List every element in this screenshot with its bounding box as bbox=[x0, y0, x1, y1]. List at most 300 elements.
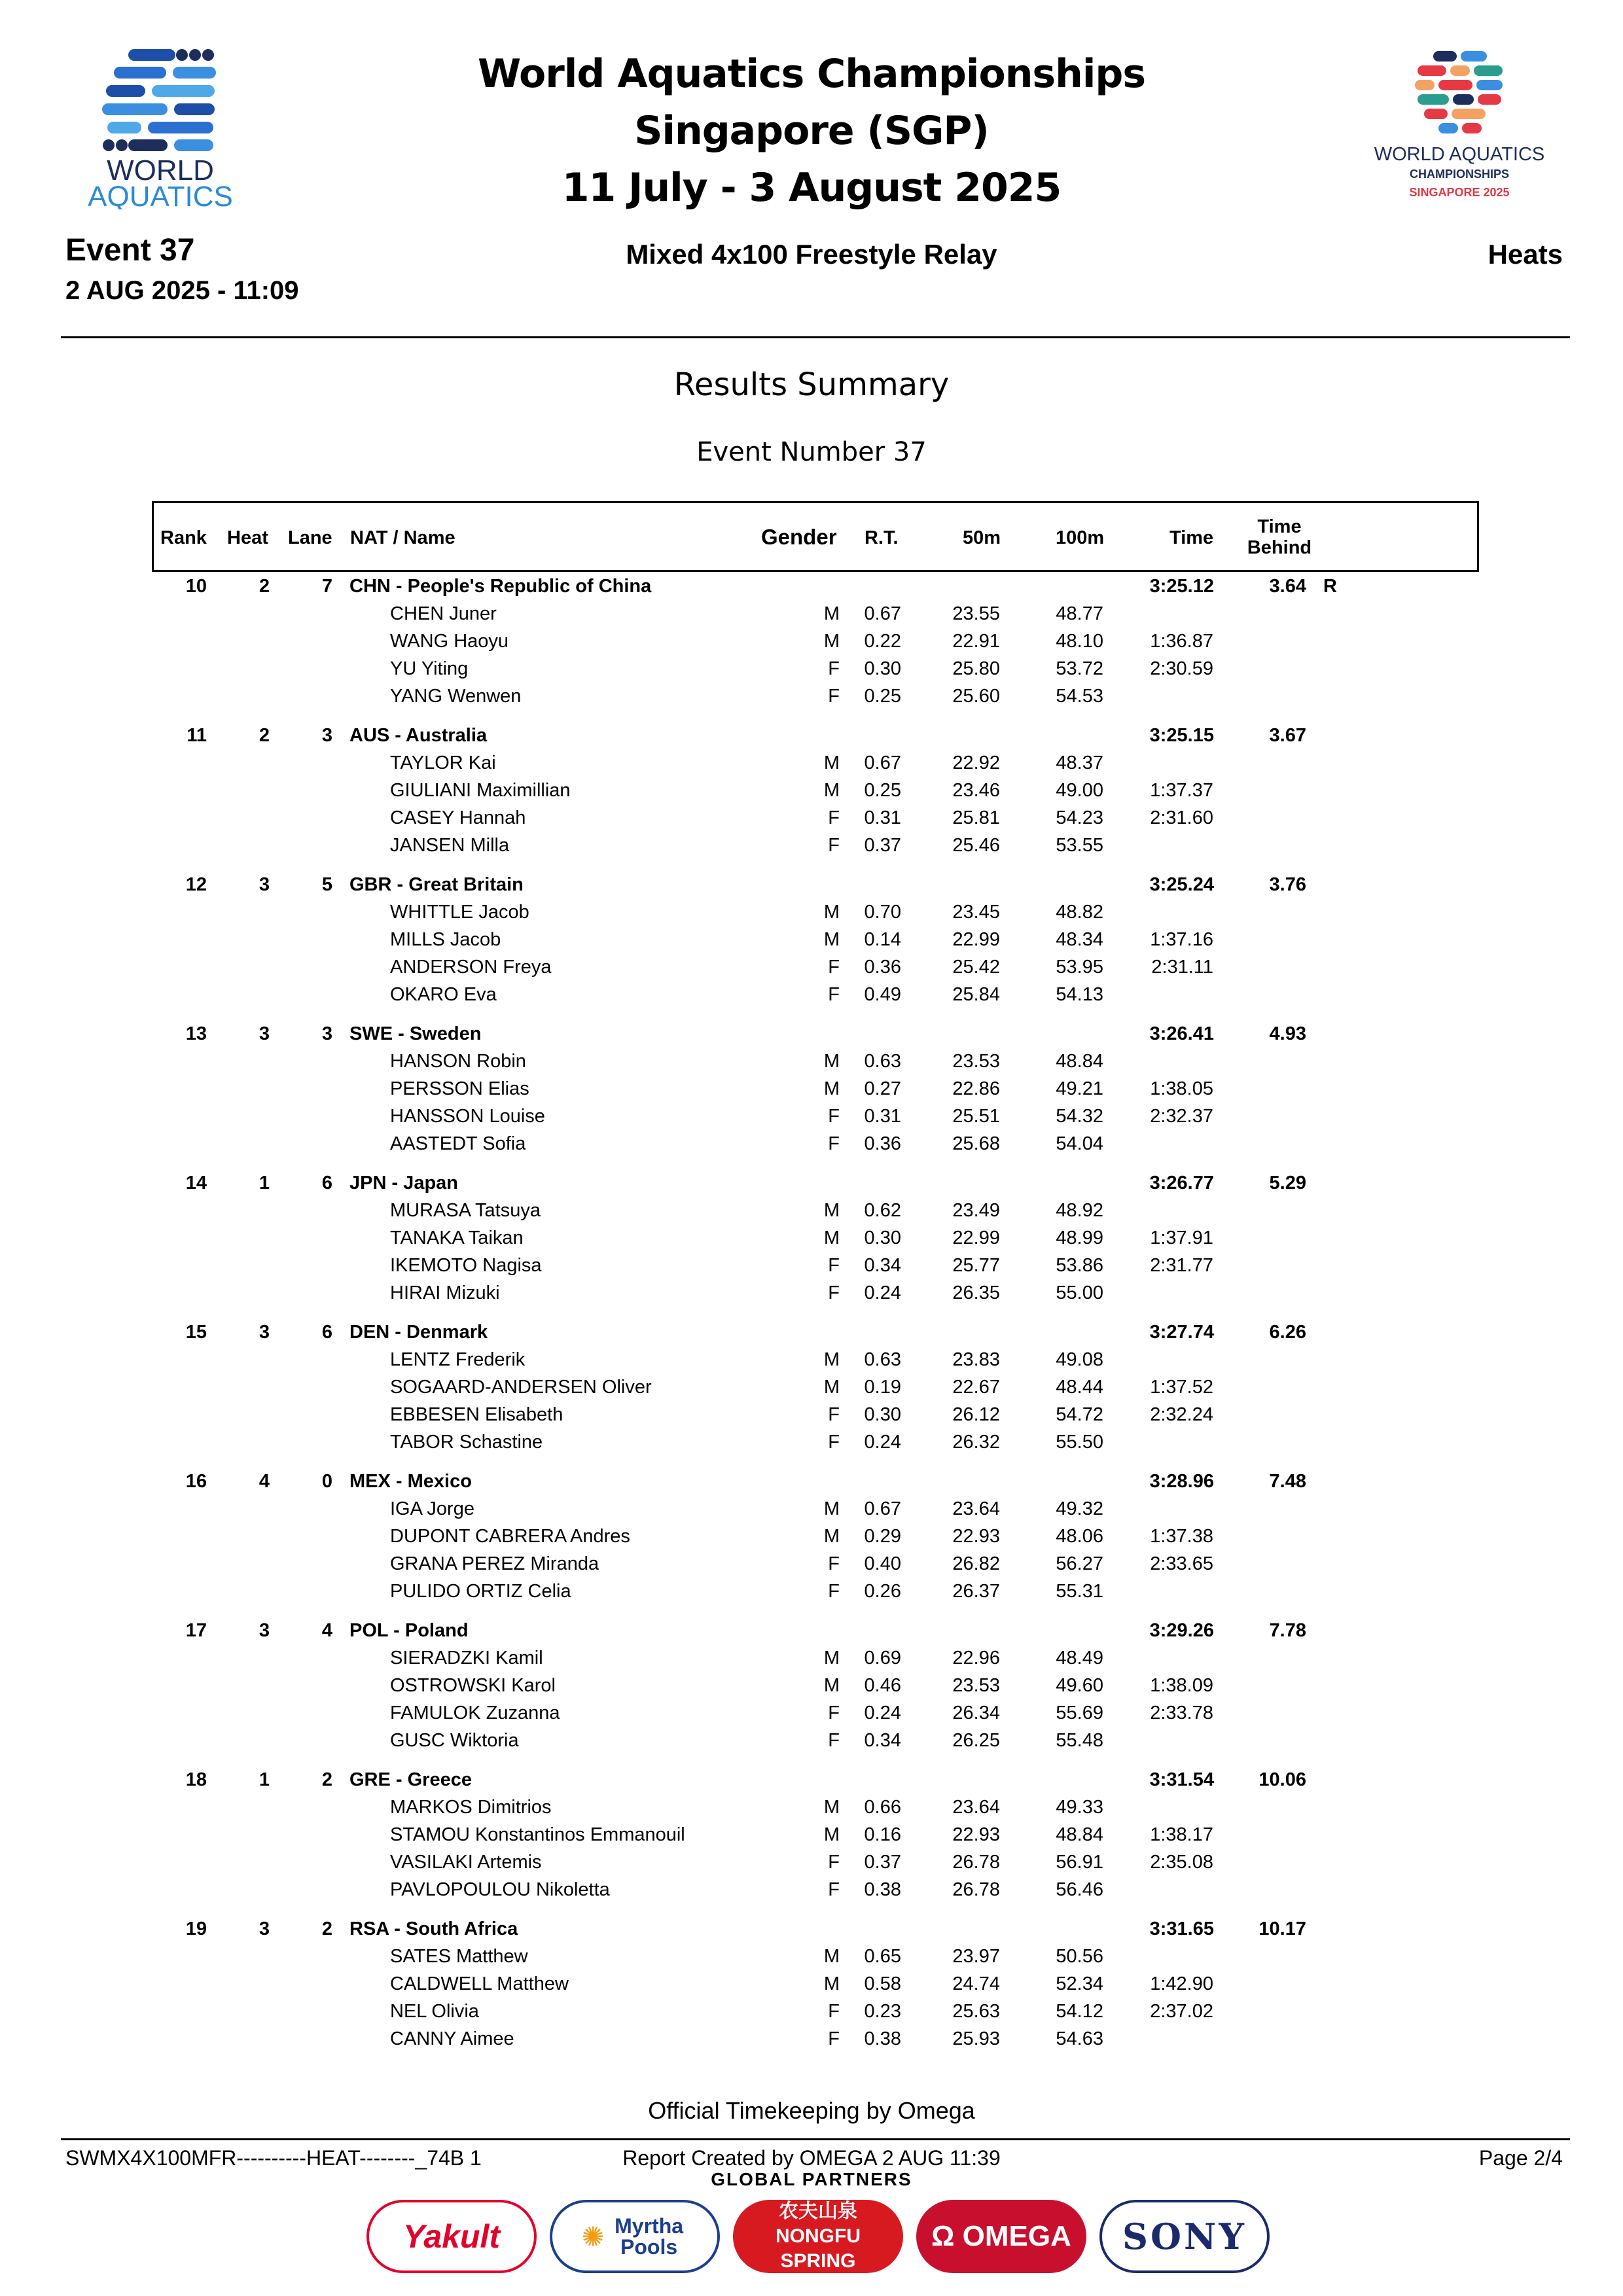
swimmer-row bbox=[0, 835, 1623, 861]
swimmer-name: FAMULOK Zuzanna bbox=[390, 1703, 560, 1723]
swimmer-reaction-time: 0.30 bbox=[864, 658, 901, 679]
swimmer-split-50m: 22.93 bbox=[952, 1824, 1000, 1845]
swimmer-name: OSTROWSKI Karol bbox=[390, 1675, 556, 1696]
swimmer-cumulative-time: 2:32.37 bbox=[1150, 1106, 1213, 1127]
swimmer-split-50m: 23.64 bbox=[952, 1797, 1000, 1818]
swimmer-split-50m: 26.82 bbox=[952, 1553, 1000, 1574]
team-name: CHN - People's Republic of China bbox=[349, 576, 652, 597]
swimmer-split-50m: 26.78 bbox=[952, 1852, 1000, 1873]
col-time-behind-1: Time bbox=[1257, 516, 1302, 537]
team-time: 3:27.74 bbox=[1149, 1322, 1214, 1343]
swimmer-reaction-time: 0.69 bbox=[864, 1648, 901, 1669]
page-number: Page 2/4 bbox=[1478, 2146, 1563, 2170]
swimmer-name: WHITTLE Jacob bbox=[390, 902, 529, 923]
team-name: RSA - South Africa bbox=[349, 1918, 518, 1939]
swimmer-gender: M bbox=[823, 752, 840, 773]
swimmer-reaction-time: 0.46 bbox=[864, 1675, 901, 1696]
swimmer-cumulative-time: 1:42.90 bbox=[1150, 1973, 1213, 1994]
swimmer-gender: F bbox=[828, 1879, 840, 1900]
swimmer-name: PAVLOPOULOU Nikoletta bbox=[390, 1879, 610, 1900]
swimmer-reaction-time: 0.31 bbox=[864, 1106, 901, 1127]
swimmer-gender: F bbox=[828, 1432, 840, 1453]
swimmer-split-50m: 23.83 bbox=[952, 1349, 1000, 1370]
swimmer-name: WANG Haoyu bbox=[390, 631, 509, 652]
swimmer-row bbox=[0, 603, 1623, 629]
swimmer-gender: M bbox=[823, 1526, 840, 1547]
team-lane: 2 bbox=[321, 1769, 332, 1790]
swimmer-split-100m: 48.49 bbox=[1056, 1648, 1103, 1669]
swimmer-gender: F bbox=[828, 1581, 840, 1602]
team-row bbox=[0, 1173, 1623, 1199]
team-time-behind: 10.17 bbox=[1258, 1918, 1306, 1939]
team-name: MEX - Mexico bbox=[349, 1471, 472, 1492]
swimmer-split-50m: 23.45 bbox=[952, 902, 1000, 923]
swimmer-split-50m: 22.86 bbox=[952, 1078, 1000, 1099]
swimmer-split-50m: 22.91 bbox=[952, 631, 1000, 652]
swimmer-name: NEL Olivia bbox=[390, 2001, 479, 2022]
swimmer-name: TANAKA Taikan bbox=[390, 1227, 524, 1248]
team-rank: 13 bbox=[185, 1023, 207, 1044]
swimmer-cumulative-time: 2:37.02 bbox=[1150, 2001, 1213, 2022]
swimmer-name: YU Yiting bbox=[390, 658, 469, 679]
swimmer-row bbox=[0, 1526, 1623, 1552]
team-time-behind: 4.93 bbox=[1269, 1023, 1306, 1044]
swimmer-gender: F bbox=[828, 807, 840, 828]
swimmer-gender: M bbox=[823, 631, 840, 652]
swimmer-split-50m: 22.92 bbox=[952, 752, 1000, 773]
partner-nongfu-label: 农夫山泉 NONGFU SPRING bbox=[776, 2200, 861, 2272]
partner-sony-label: SONY bbox=[1122, 2216, 1247, 2257]
swimmer-cumulative-time: 1:37.37 bbox=[1150, 780, 1213, 801]
col-lane: Lane bbox=[288, 527, 332, 548]
swimmer-row bbox=[0, 2001, 1623, 2027]
swimmer-row bbox=[0, 752, 1623, 779]
team-row bbox=[0, 1023, 1623, 1050]
swimmer-split-50m: 23.55 bbox=[952, 603, 1000, 624]
swimmer-name: MILLS Jacob bbox=[390, 929, 501, 950]
swimmer-split-100m: 48.99 bbox=[1056, 1227, 1103, 1248]
team-heat: 3 bbox=[259, 874, 270, 895]
col-50m: 50m bbox=[963, 527, 1001, 548]
swimmer-reaction-time: 0.67 bbox=[864, 603, 901, 624]
team-heat: 3 bbox=[259, 1322, 270, 1343]
col-heat: Heat bbox=[227, 527, 268, 548]
team-row bbox=[0, 725, 1623, 751]
swimmer-split-100m: 55.00 bbox=[1056, 1282, 1103, 1303]
team-heat: 3 bbox=[259, 1620, 270, 1641]
swimmer-name: AASTEDT Sofia bbox=[390, 1133, 526, 1154]
swimmer-reaction-time: 0.34 bbox=[864, 1730, 901, 1751]
team-lane: 4 bbox=[321, 1620, 332, 1641]
swimmer-row bbox=[0, 1432, 1623, 1458]
swimmer-split-50m: 25.84 bbox=[952, 984, 1000, 1005]
swimmer-reaction-time: 0.30 bbox=[864, 1227, 901, 1248]
swimmer-split-100m: 56.46 bbox=[1056, 1879, 1103, 1900]
swimmer-cumulative-time: 1:38.05 bbox=[1150, 1078, 1213, 1099]
team-record-note: R bbox=[1323, 576, 1337, 597]
swimmer-cumulative-time: 1:36.87 bbox=[1150, 631, 1213, 652]
swimmer-split-100m: 55.31 bbox=[1056, 1581, 1103, 1602]
swimmer-row bbox=[0, 1879, 1623, 1905]
team-lane: 0 bbox=[321, 1471, 332, 1492]
swimmer-gender: F bbox=[828, 2001, 840, 2022]
swimmer-split-100m: 48.37 bbox=[1056, 752, 1103, 773]
partner-omega-logo bbox=[916, 2200, 1086, 2273]
swimmer-name: ANDERSON Freya bbox=[390, 957, 552, 978]
swimmer-name: JANSEN Milla bbox=[390, 835, 510, 856]
swimmer-row bbox=[0, 1106, 1623, 1132]
swimmer-cumulative-time: 2:30.59 bbox=[1150, 658, 1213, 679]
team-name: POL - Poland bbox=[349, 1620, 469, 1641]
swimmer-reaction-time: 0.31 bbox=[864, 807, 901, 828]
swimmer-reaction-time: 0.65 bbox=[864, 1946, 901, 1967]
team-heat: 2 bbox=[259, 725, 270, 746]
swimmer-split-100m: 49.60 bbox=[1056, 1675, 1103, 1696]
team-rank: 19 bbox=[185, 1918, 207, 1939]
team-lane: 3 bbox=[321, 1023, 332, 1044]
report-code: SWMX4X100MFR----------HEAT--------_74B 1 bbox=[65, 2146, 482, 2170]
swimmer-gender: M bbox=[823, 1227, 840, 1248]
swimmer-split-100m: 54.53 bbox=[1056, 686, 1103, 707]
swimmer-split-50m: 26.35 bbox=[952, 1282, 1000, 1303]
report-created: Report Created by OMEGA 2 AUG 11:39 bbox=[622, 2146, 1001, 2170]
swimmer-gender: F bbox=[828, 984, 840, 1005]
championship-dates: 11 July - 3 August 2025 bbox=[562, 165, 1061, 211]
swimmer-split-50m: 26.37 bbox=[952, 1581, 1000, 1602]
swimmer-reaction-time: 0.25 bbox=[864, 686, 901, 707]
swimmer-name: SIERADZKI Kamil bbox=[390, 1648, 543, 1669]
team-lane: 2 bbox=[321, 1918, 332, 1939]
swimmer-reaction-time: 0.58 bbox=[864, 1973, 901, 1994]
swimmer-row bbox=[0, 1200, 1623, 1226]
swimmer-split-50m: 22.67 bbox=[952, 1377, 1000, 1398]
swimmer-name: IGA Jorge bbox=[390, 1498, 474, 1519]
swimmer-name: PERSSON Elias bbox=[390, 1078, 529, 1099]
swimmer-reaction-time: 0.63 bbox=[864, 1349, 901, 1370]
swimmer-name: SATES Matthew bbox=[390, 1946, 528, 1967]
swimmer-gender: F bbox=[828, 686, 840, 707]
swimmer-split-50m: 25.68 bbox=[952, 1133, 1000, 1154]
swimmer-gender: F bbox=[828, 1133, 840, 1154]
swimmer-name: GRANA PEREZ Miranda bbox=[390, 1553, 599, 1574]
swimmer-row bbox=[0, 929, 1623, 955]
team-rank: 18 bbox=[185, 1769, 207, 1790]
event-name: Mixed 4x100 Freestyle Relay bbox=[626, 239, 997, 270]
team-time-behind: 3.64 bbox=[1269, 576, 1306, 597]
swimmer-reaction-time: 0.16 bbox=[864, 1824, 901, 1845]
champ-logo-line-2: CHAMPIONSHIPS bbox=[1409, 168, 1510, 181]
championship-title: World Aquatics Championships bbox=[477, 51, 1146, 97]
partner-myrtha-logo bbox=[550, 2200, 720, 2273]
swimmer-gender: M bbox=[823, 1349, 840, 1370]
swimmer-split-100m: 49.33 bbox=[1056, 1797, 1103, 1818]
swimmer-row bbox=[0, 1404, 1623, 1430]
swimmer-name: SOGAARD-ANDERSEN Oliver bbox=[390, 1377, 652, 1398]
swimmer-split-50m: 22.99 bbox=[952, 1227, 1000, 1248]
swimmer-row bbox=[0, 1824, 1623, 1850]
team-row bbox=[0, 1769, 1623, 1795]
swimmer-reaction-time: 0.37 bbox=[864, 835, 901, 856]
champ-logo-line-1: WORLD AQUATICS bbox=[1374, 144, 1545, 165]
swimmer-cumulative-time: 1:38.17 bbox=[1150, 1824, 1213, 1845]
swimmer-split-100m: 54.12 bbox=[1056, 2001, 1103, 2022]
swimmer-reaction-time: 0.22 bbox=[864, 631, 901, 652]
swimmer-reaction-time: 0.24 bbox=[864, 1432, 901, 1453]
swimmer-split-50m: 25.51 bbox=[952, 1106, 1000, 1127]
swimmer-reaction-time: 0.62 bbox=[864, 1200, 901, 1221]
swimmer-split-50m: 25.81 bbox=[952, 807, 1000, 828]
swimmer-split-100m: 56.27 bbox=[1056, 1553, 1103, 1574]
swimmer-row bbox=[0, 1051, 1623, 1077]
team-time-behind: 7.48 bbox=[1269, 1471, 1306, 1492]
swimmer-split-50m: 23.64 bbox=[952, 1498, 1000, 1519]
swimmer-row bbox=[0, 984, 1623, 1010]
partner-sony-logo bbox=[1099, 2200, 1270, 2273]
partner-omega-label: Ω OMEGA bbox=[931, 2220, 1071, 2252]
swimmer-row bbox=[0, 1553, 1623, 1580]
header-divider bbox=[61, 336, 1570, 338]
swimmer-split-100m: 49.21 bbox=[1056, 1078, 1103, 1099]
team-row bbox=[0, 1620, 1623, 1646]
swimmer-row bbox=[0, 902, 1623, 928]
world-aquatics-logo bbox=[65, 46, 255, 209]
team-name: GBR - Great Britain bbox=[349, 874, 524, 895]
swimmer-row bbox=[0, 1282, 1623, 1309]
swimmer-gender: M bbox=[823, 1051, 840, 1072]
swimmer-reaction-time: 0.37 bbox=[864, 1852, 901, 1873]
swimmer-split-50m: 25.77 bbox=[952, 1255, 1000, 1276]
swimmer-name: TABOR Schastine bbox=[390, 1432, 543, 1453]
team-time-behind: 5.29 bbox=[1269, 1173, 1306, 1193]
swimmer-split-100m: 54.13 bbox=[1056, 984, 1103, 1005]
team-lane: 6 bbox=[321, 1173, 332, 1193]
swimmer-gender: F bbox=[828, 1553, 840, 1574]
swimmer-split-100m: 52.34 bbox=[1056, 1973, 1103, 1994]
swimmer-name: OKARO Eva bbox=[390, 984, 497, 1005]
team-time: 3:28.96 bbox=[1149, 1471, 1214, 1492]
swimmer-reaction-time: 0.63 bbox=[864, 1051, 901, 1072]
swimmer-row bbox=[0, 631, 1623, 657]
swimmer-row bbox=[0, 1648, 1623, 1674]
swimmer-split-100m: 48.06 bbox=[1056, 1526, 1103, 1547]
team-time: 3:31.54 bbox=[1149, 1769, 1214, 1790]
team-time: 3:26.41 bbox=[1149, 1023, 1214, 1044]
swimmer-split-50m: 26.34 bbox=[952, 1703, 1000, 1723]
swimmer-split-100m: 53.95 bbox=[1056, 957, 1103, 978]
timekeeping-note: Official Timekeeping by Omega bbox=[648, 2097, 975, 2124]
swimmer-split-50m: 22.96 bbox=[952, 1648, 1000, 1669]
swimmer-split-50m: 23.53 bbox=[952, 1675, 1000, 1696]
swimmer-row bbox=[0, 686, 1623, 712]
swimmer-split-100m: 49.08 bbox=[1056, 1349, 1103, 1370]
team-lane: 5 bbox=[321, 874, 332, 895]
swimmer-gender: M bbox=[823, 1797, 840, 1818]
swimmer-row bbox=[0, 1973, 1623, 2000]
col-reaction-time: R.T. bbox=[865, 527, 899, 548]
col-rank: Rank bbox=[160, 527, 207, 548]
team-heat: 1 bbox=[259, 1769, 270, 1790]
team-rank: 12 bbox=[185, 874, 207, 895]
team-rank: 15 bbox=[185, 1322, 207, 1343]
swimmer-split-100m: 55.50 bbox=[1056, 1432, 1103, 1453]
team-time-behind: 3.67 bbox=[1269, 725, 1306, 746]
swimmer-row bbox=[0, 1255, 1623, 1281]
swimmer-split-100m: 48.92 bbox=[1056, 1200, 1103, 1221]
sun-icon: ✺ bbox=[581, 2221, 605, 2252]
swimmer-row bbox=[0, 1227, 1623, 1254]
swimmer-gender: M bbox=[823, 1498, 840, 1519]
swimmer-row bbox=[0, 1946, 1623, 1972]
team-name: DEN - Denmark bbox=[349, 1322, 488, 1343]
swimmer-name: LENTZ Frederik bbox=[390, 1349, 526, 1370]
swimmer-split-100m: 55.69 bbox=[1056, 1703, 1103, 1723]
swimmer-split-100m: 48.10 bbox=[1056, 631, 1103, 652]
swimmer-row bbox=[0, 1377, 1623, 1403]
swimmer-name: EBBESEN Elisabeth bbox=[390, 1404, 563, 1425]
swimmer-split-50m: 23.49 bbox=[952, 1200, 1000, 1221]
swimmer-cumulative-time: 1:37.38 bbox=[1150, 1526, 1213, 1547]
swimmer-row bbox=[0, 658, 1623, 684]
swimmer-split-50m: 25.93 bbox=[952, 2028, 1000, 2049]
swimmer-reaction-time: 0.25 bbox=[864, 780, 901, 801]
swimmer-split-100m: 55.48 bbox=[1056, 1730, 1103, 1751]
swimmer-name: HANSSON Louise bbox=[390, 1106, 545, 1127]
swimmer-cumulative-time: 2:33.78 bbox=[1150, 1703, 1213, 1723]
championship-location: Singapore (SGP) bbox=[634, 108, 989, 154]
global-partners-title: GLOBAL PARTNERS bbox=[711, 2169, 912, 2189]
swimmer-row bbox=[0, 1730, 1623, 1756]
team-heat: 4 bbox=[259, 1471, 270, 1492]
swimmer-gender: M bbox=[823, 1078, 840, 1099]
swimmer-reaction-time: 0.23 bbox=[864, 2001, 901, 2022]
swimmer-split-50m: 26.32 bbox=[952, 1432, 1000, 1453]
team-time: 3:29.26 bbox=[1149, 1620, 1214, 1641]
team-name: GRE - Greece bbox=[349, 1769, 472, 1790]
swimmer-split-50m: 25.46 bbox=[952, 835, 1000, 856]
swimmer-reaction-time: 0.67 bbox=[864, 752, 901, 773]
swimmer-name: VASILAKI Artemis bbox=[390, 1852, 542, 1873]
swimmer-gender: F bbox=[828, 658, 840, 679]
swimmer-split-100m: 48.44 bbox=[1056, 1377, 1103, 1398]
swimmer-gender: M bbox=[823, 1200, 840, 1221]
swimmer-split-100m: 53.55 bbox=[1056, 835, 1103, 856]
swimmer-name: MURASA Tatsuya bbox=[390, 1200, 541, 1221]
team-time: 3:31.65 bbox=[1149, 1918, 1214, 1939]
swimmer-gender: M bbox=[823, 1824, 840, 1845]
swimmer-split-50m: 23.53 bbox=[952, 1051, 1000, 1072]
swimmer-name: CASEY Hannah bbox=[390, 807, 526, 828]
swimmer-split-50m: 22.99 bbox=[952, 929, 1000, 950]
swimmer-reaction-time: 0.29 bbox=[864, 1526, 901, 1547]
footer-divider bbox=[61, 2138, 1570, 2140]
swimmer-row bbox=[0, 1703, 1623, 1729]
swimmer-gender: F bbox=[828, 1106, 840, 1127]
swimmer-cumulative-time: 1:37.91 bbox=[1150, 1227, 1213, 1248]
swimmer-gender: F bbox=[828, 1703, 840, 1723]
swimmer-cumulative-time: 1:37.52 bbox=[1150, 1377, 1213, 1398]
swimmer-reaction-time: 0.26 bbox=[864, 1581, 901, 1602]
swimmer-name: MARKOS Dimitrios bbox=[390, 1797, 552, 1818]
swimmer-gender: F bbox=[828, 1404, 840, 1425]
swimmer-cumulative-time: 1:38.09 bbox=[1150, 1675, 1213, 1696]
swimmer-split-100m: 54.63 bbox=[1056, 2028, 1103, 2049]
swimmer-gender: M bbox=[823, 1648, 840, 1669]
swimmer-reaction-time: 0.30 bbox=[864, 1404, 901, 1425]
swimmer-split-100m: 48.77 bbox=[1056, 603, 1103, 624]
swimmer-row bbox=[0, 1498, 1623, 1525]
swimmer-cumulative-time: 2:32.24 bbox=[1150, 1404, 1213, 1425]
swimmer-reaction-time: 0.67 bbox=[864, 1498, 901, 1519]
swimmer-name: HANSON Robin bbox=[390, 1051, 526, 1072]
partner-yakult-label: Yakult bbox=[402, 2218, 501, 2255]
team-time: 3:25.12 bbox=[1149, 576, 1214, 597]
swimmer-split-100m: 49.32 bbox=[1056, 1498, 1103, 1519]
swimmer-name: YANG Wenwen bbox=[390, 686, 522, 707]
swimmer-split-50m: 26.78 bbox=[952, 1879, 1000, 1900]
swimmer-reaction-time: 0.24 bbox=[864, 1282, 901, 1303]
event-label: Event 37 bbox=[65, 233, 195, 268]
swimmer-gender: M bbox=[823, 1675, 840, 1696]
swimmer-row bbox=[0, 1852, 1623, 1878]
team-lane: 3 bbox=[321, 725, 332, 746]
swimmer-gender: M bbox=[823, 1377, 840, 1398]
swimmer-cumulative-time: 2:31.11 bbox=[1151, 957, 1213, 978]
swimmer-name: STAMOU Konstantinos Emmanouil bbox=[390, 1824, 685, 1845]
team-heat: 3 bbox=[259, 1918, 270, 1939]
swimmer-cumulative-time: 2:31.77 bbox=[1150, 1255, 1213, 1276]
col-time-behind-2: Behind bbox=[1247, 537, 1312, 558]
swimmer-gender: M bbox=[823, 780, 840, 801]
swimmer-split-50m: 26.12 bbox=[952, 1404, 1000, 1425]
team-row bbox=[0, 1471, 1623, 1497]
team-time-behind: 6.26 bbox=[1269, 1322, 1306, 1343]
swimmer-name: CHEN Juner bbox=[390, 603, 497, 624]
team-rank: 10 bbox=[185, 576, 207, 597]
results-table-header bbox=[152, 501, 1479, 572]
swimmer-reaction-time: 0.19 bbox=[864, 1377, 901, 1398]
swimmer-name: CALDWELL Matthew bbox=[390, 1973, 569, 1994]
col-100m: 100m bbox=[1056, 527, 1105, 548]
swimmer-row bbox=[0, 1675, 1623, 1701]
swimmer-split-100m: 53.86 bbox=[1056, 1255, 1103, 1276]
swimmer-split-50m: 26.25 bbox=[952, 1730, 1000, 1751]
swimmer-split-100m: 53.72 bbox=[1056, 658, 1103, 679]
swimmer-split-100m: 54.04 bbox=[1056, 1133, 1103, 1154]
team-heat: 2 bbox=[259, 576, 270, 597]
swimmer-gender: M bbox=[823, 1946, 840, 1967]
swimmer-split-100m: 48.34 bbox=[1056, 929, 1103, 950]
swimmer-gender: F bbox=[828, 957, 840, 978]
swimmer-reaction-time: 0.14 bbox=[864, 929, 901, 950]
swimmer-row bbox=[0, 780, 1623, 806]
swimmer-reaction-time: 0.36 bbox=[864, 1133, 901, 1154]
swimmer-reaction-time: 0.49 bbox=[864, 984, 901, 1005]
swimmer-reaction-time: 0.70 bbox=[864, 902, 901, 923]
swimmer-split-100m: 54.72 bbox=[1056, 1404, 1103, 1425]
swimmer-row bbox=[0, 1133, 1623, 1159]
swimmer-row bbox=[0, 1078, 1623, 1104]
team-row bbox=[0, 874, 1623, 900]
phase-label: Heats bbox=[1488, 239, 1563, 270]
swimmer-reaction-time: 0.66 bbox=[864, 1797, 901, 1818]
swimmer-cumulative-time: 1:37.16 bbox=[1150, 929, 1213, 950]
team-rank: 16 bbox=[185, 1471, 207, 1492]
partner-nongfu-logo bbox=[733, 2200, 903, 2273]
swimmer-name: IKEMOTO Nagisa bbox=[390, 1255, 542, 1276]
swimmer-split-100m: 54.23 bbox=[1056, 807, 1103, 828]
swimmer-split-100m: 48.84 bbox=[1056, 1051, 1103, 1072]
swimmer-split-50m: 25.42 bbox=[952, 957, 1000, 978]
